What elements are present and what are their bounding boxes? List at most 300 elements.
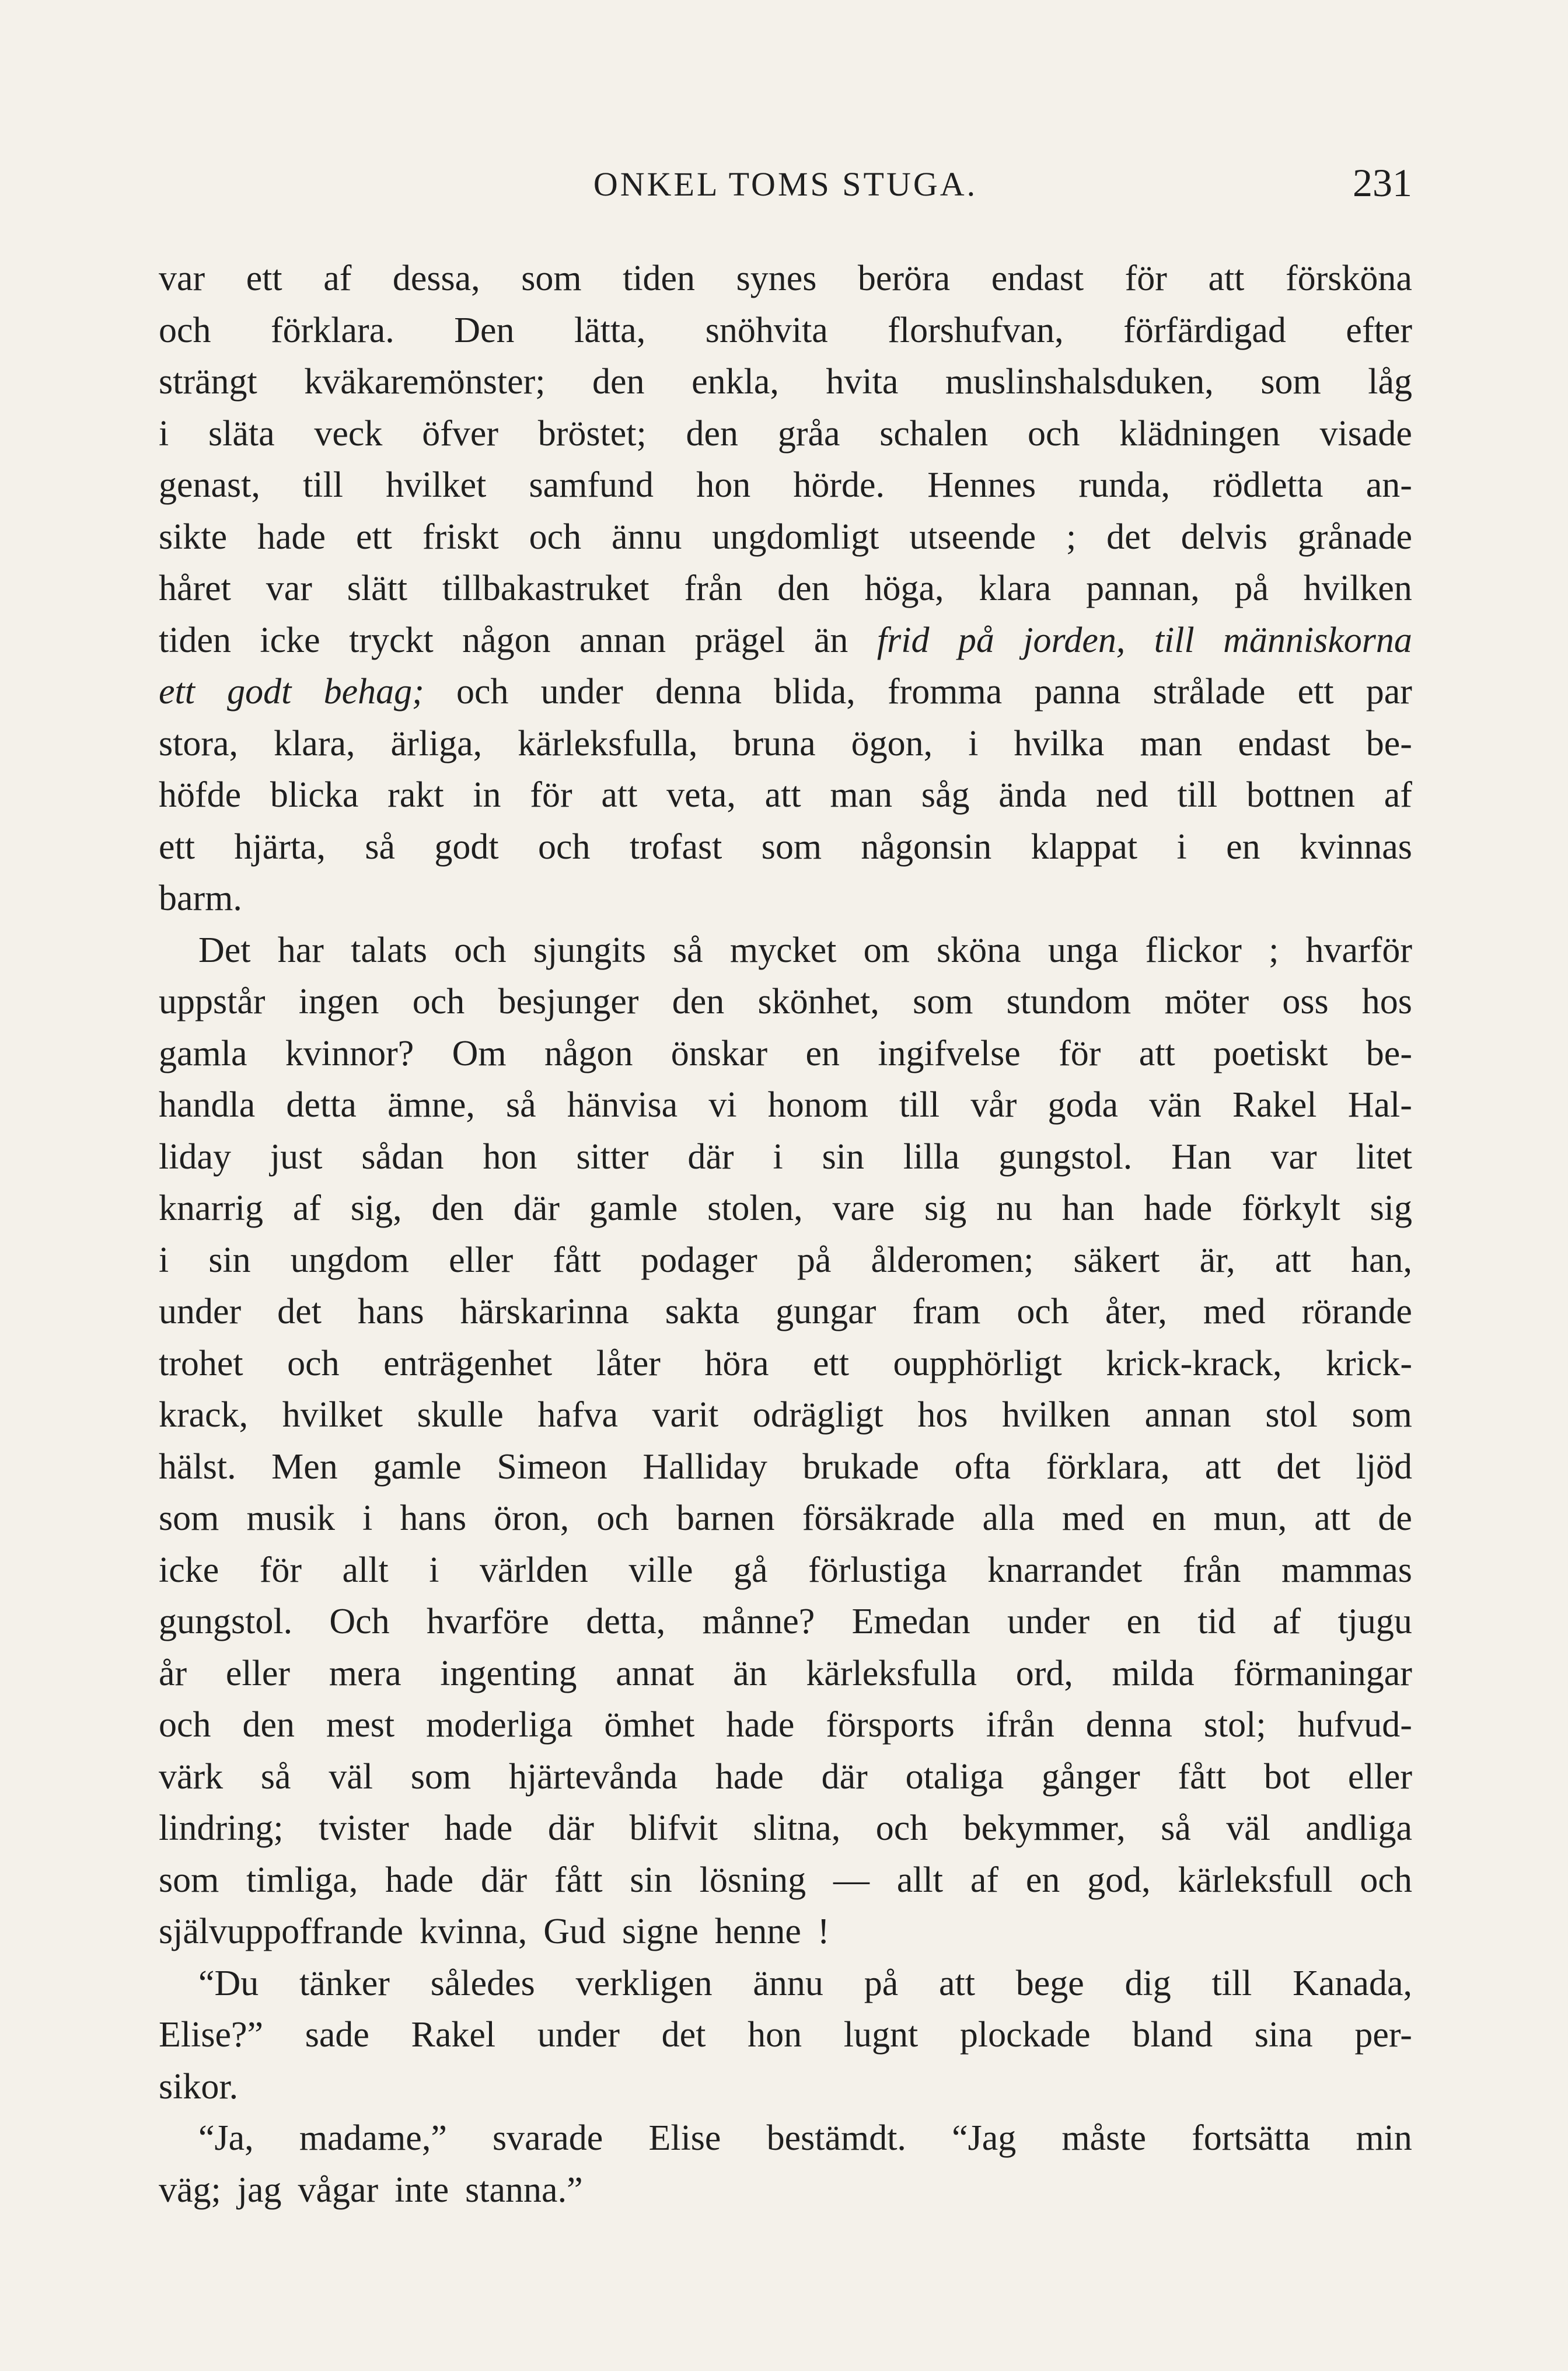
word: gungstol.	[159, 1602, 293, 1641]
text-line	[159, 1596, 1412, 1648]
word: det	[1276, 1446, 1321, 1487]
word: synes	[736, 259, 817, 298]
word: gamle	[373, 1446, 462, 1487]
word: en	[1025, 1860, 1060, 1900]
word: hade	[715, 1756, 784, 1797]
word: ville	[628, 1550, 693, 1590]
word: bot	[1263, 1756, 1311, 1797]
word: dessa,	[392, 259, 480, 298]
word: hos	[1361, 982, 1412, 1021]
word: Simeon	[497, 1446, 607, 1487]
word: hade	[1144, 1188, 1213, 1228]
word: försäkrade	[802, 1498, 955, 1538]
text-line	[159, 1183, 1412, 1235]
word: ned	[1096, 775, 1148, 815]
word: sin	[822, 1136, 864, 1177]
text-line	[159, 718, 1412, 770]
word: tiden	[623, 259, 696, 298]
word: således	[430, 1963, 535, 2003]
word: denna	[655, 672, 742, 712]
word: hälst.	[159, 1446, 236, 1487]
word: måste	[1061, 2118, 1147, 2158]
word: in	[473, 775, 501, 815]
word: lugnt	[843, 2015, 919, 2055]
word: till	[1154, 620, 1195, 660]
word: och	[412, 982, 465, 1021]
paragraph	[159, 925, 1412, 1958]
word: den	[431, 1188, 484, 1228]
text-line	[159, 1906, 1412, 1958]
word: på	[797, 1240, 832, 1280]
word: just	[270, 1136, 323, 1177]
text-line	[159, 1958, 1412, 2010]
word: gungstol.	[998, 1136, 1133, 1177]
word: såg	[921, 775, 970, 815]
word: än	[733, 1653, 767, 1693]
word: ett	[159, 672, 195, 712]
word: be-	[1366, 1033, 1412, 1073]
word: hjärtevånda	[508, 1756, 678, 1797]
word: värk	[159, 1756, 223, 1797]
word: låter	[596, 1343, 661, 1383]
word: hvilken	[1303, 569, 1412, 608]
word: eller	[449, 1240, 514, 1280]
word: och	[159, 310, 211, 350]
word: fromma	[887, 672, 1003, 712]
word: förklara,	[1046, 1446, 1170, 1487]
word: alla	[982, 1498, 1035, 1538]
word: musik	[246, 1498, 336, 1538]
word: hade	[726, 1705, 795, 1745]
text-line	[159, 1493, 1412, 1544]
word: sig	[1370, 1188, 1412, 1228]
word: ungdom	[290, 1240, 410, 1280]
word: han,	[1350, 1240, 1412, 1280]
word: med	[1203, 1292, 1266, 1331]
word: gånger	[1042, 1756, 1140, 1797]
word: allt	[896, 1860, 944, 1900]
word: genast,	[159, 465, 260, 505]
word: friskt	[422, 517, 499, 557]
word: florshufvan,	[888, 310, 1064, 350]
word: till	[1177, 775, 1218, 815]
word: där	[821, 1756, 868, 1797]
word: eller	[225, 1653, 290, 1693]
text-line	[159, 2164, 1412, 2216]
word: skulle	[417, 1395, 504, 1435]
word: där	[687, 1136, 734, 1177]
word: höfde	[159, 775, 242, 815]
word: be-	[1366, 723, 1412, 763]
text-line	[159, 2112, 1412, 2164]
paragraph	[159, 253, 1412, 925]
word: världen	[479, 1550, 588, 1590]
word: lindring;	[159, 1808, 284, 1848]
word: om	[863, 930, 910, 970]
word: år	[159, 1653, 187, 1693]
word: en	[805, 1033, 840, 1073]
word: sköna	[937, 930, 1021, 970]
word: öron,	[494, 1498, 570, 1538]
word: att	[1274, 1240, 1311, 1280]
word: an-	[1366, 465, 1412, 505]
word: kärleksfulla	[806, 1653, 977, 1693]
word: grånade	[1297, 517, 1412, 557]
word: mest	[326, 1705, 395, 1745]
word: blida,	[774, 672, 855, 712]
word: mera	[329, 1653, 401, 1693]
word: kvinnor?	[285, 1033, 414, 1073]
word: af	[970, 1860, 998, 1900]
word: lätta,	[574, 310, 646, 350]
word: ända	[998, 775, 1067, 815]
word: ögon,	[851, 723, 933, 763]
word: !	[817, 1912, 830, 1951]
word: är,	[1199, 1240, 1235, 1280]
word: ifrån	[986, 1705, 1054, 1745]
word: god,	[1087, 1860, 1151, 1900]
word: den	[592, 362, 645, 402]
word: sådan	[361, 1136, 444, 1177]
word: “Du	[198, 1963, 259, 2003]
word: delvis	[1181, 517, 1267, 557]
word: gungar	[776, 1292, 876, 1331]
word: höga,	[864, 569, 944, 608]
word: sitter	[576, 1136, 649, 1177]
word: hjärta,	[234, 827, 326, 867]
text-line	[159, 1544, 1412, 1596]
word: under	[537, 2015, 620, 2055]
word: hufvud-	[1297, 1705, 1412, 1745]
word: möter	[1164, 982, 1249, 1021]
word: fått	[553, 1240, 601, 1280]
word: Rakel	[411, 2015, 496, 2055]
word: talats	[351, 930, 427, 970]
word: den	[242, 1705, 295, 1745]
word: sig,	[350, 1188, 402, 1228]
word: detta,	[586, 1602, 666, 1641]
word: Halliday	[642, 1446, 767, 1487]
word: att	[764, 775, 801, 815]
word: ingenting	[440, 1653, 577, 1693]
word: under	[1007, 1602, 1090, 1641]
word: kväkaremönster;	[304, 362, 546, 402]
word: på	[864, 1963, 899, 2003]
word: i	[159, 1240, 169, 1280]
word: var	[266, 569, 312, 608]
word: trohet	[159, 1343, 243, 1383]
text-line	[159, 1389, 1412, 1441]
word: fortsätta	[1192, 2118, 1311, 2158]
word: hon	[483, 1136, 537, 1177]
word: Det	[198, 930, 251, 970]
word: annan	[1144, 1395, 1231, 1435]
word: tid	[1197, 1602, 1236, 1641]
word: och	[529, 517, 582, 557]
word: och	[875, 1808, 928, 1848]
word: i	[968, 723, 979, 763]
text-line	[159, 1338, 1412, 1390]
word: vågar	[298, 2170, 379, 2210]
word: ingen	[298, 982, 379, 1021]
word: tvister	[318, 1808, 409, 1848]
text-line	[159, 1286, 1412, 1338]
running-head	[159, 153, 1412, 211]
text-line	[159, 1131, 1412, 1183]
word: unga	[1047, 930, 1119, 970]
word: enträgenhet	[383, 1343, 553, 1383]
word: ingifvelse	[878, 1033, 1021, 1073]
text-line	[159, 253, 1412, 305]
word: visade	[1319, 413, 1412, 454]
paragraph	[159, 1958, 1412, 2113]
word: ett	[812, 1343, 849, 1383]
word: klara,	[274, 723, 355, 763]
word: den	[777, 569, 830, 608]
word: strålade	[1153, 672, 1266, 712]
word: par	[1366, 672, 1412, 712]
word: som	[1260, 362, 1321, 402]
word: samfund	[529, 465, 654, 505]
word: denna	[1085, 1705, 1172, 1745]
word: tillbakastruket	[442, 569, 649, 608]
word: för	[1125, 259, 1167, 298]
word: kärleksfull	[1178, 1860, 1333, 1900]
word: väl	[1226, 1808, 1271, 1848]
word: Emedan	[851, 1602, 970, 1641]
word: ;	[1066, 517, 1077, 557]
word: sakta	[665, 1292, 740, 1331]
word: strängt	[159, 362, 257, 402]
word: självuppoffrande	[159, 1912, 403, 1951]
word: ömhet	[604, 1705, 695, 1745]
word: af	[292, 1188, 322, 1228]
word: odrägligt	[752, 1395, 883, 1435]
word: bestämdt.	[766, 2118, 906, 2158]
word: hvarföre	[426, 1602, 549, 1641]
word: ett	[355, 517, 392, 557]
word: att	[938, 1963, 975, 2003]
word: han	[1061, 1188, 1115, 1228]
word: liday	[159, 1136, 231, 1177]
word: fått	[554, 1860, 603, 1900]
word: hos	[917, 1395, 968, 1435]
word: min	[1356, 2118, 1412, 2158]
word: sjungits	[533, 930, 646, 970]
word: under	[540, 672, 623, 712]
word: i	[429, 1550, 439, 1590]
word: ;	[1269, 930, 1279, 970]
word: som	[521, 259, 582, 298]
word: poetiskt	[1213, 1033, 1328, 1073]
word: från	[1182, 1550, 1241, 1590]
word: härskarinna	[460, 1292, 629, 1331]
word: bland	[1132, 2015, 1213, 2055]
word: det	[1106, 517, 1151, 557]
word: hvilken	[1002, 1395, 1111, 1435]
word: och	[1360, 1860, 1412, 1900]
word: förklara.	[271, 310, 394, 350]
text-line	[159, 563, 1412, 615]
word: förlustiga	[808, 1550, 947, 1590]
word: i	[1176, 827, 1187, 867]
word: fått	[1178, 1756, 1227, 1797]
word: hans	[357, 1292, 424, 1331]
word: där	[547, 1808, 595, 1848]
text-line	[159, 769, 1412, 821]
word: krick-	[1325, 1343, 1412, 1383]
text-line	[159, 2061, 1412, 2113]
word: sina	[1254, 2015, 1313, 2055]
word: bruna	[733, 723, 816, 763]
word: förkylt	[1242, 1188, 1340, 1228]
word: den	[672, 982, 725, 1021]
word: ålderomen;	[871, 1240, 1034, 1280]
word: behag;	[323, 672, 424, 712]
word: kvinnas	[1300, 827, 1412, 867]
word: hvilka	[1014, 723, 1105, 763]
text-line	[159, 1648, 1412, 1700]
word: människorna	[1223, 620, 1412, 660]
word: hade	[385, 1860, 454, 1900]
word: lösning	[699, 1860, 806, 1900]
word: har	[277, 930, 324, 970]
text-line	[159, 511, 1412, 563]
word: litet	[1356, 1136, 1412, 1177]
word: veck	[314, 413, 383, 454]
word: veta,	[666, 775, 736, 815]
word: sin	[630, 1860, 672, 1900]
word: hvilket	[386, 465, 487, 505]
word: uppstår	[159, 982, 266, 1021]
word: stol	[1265, 1395, 1318, 1435]
word: oss	[1282, 982, 1329, 1021]
running-title: ONKEL TOMS STUGA.	[593, 165, 978, 203]
text-line	[159, 1028, 1412, 1080]
word: fram	[912, 1292, 981, 1331]
text-line	[159, 356, 1412, 408]
word: knarrandet	[987, 1550, 1143, 1590]
word: och	[538, 827, 591, 867]
word: Men	[271, 1446, 338, 1487]
word: som	[913, 982, 973, 1021]
word: hafva	[537, 1395, 619, 1435]
word: en	[1151, 1498, 1186, 1538]
word: hon	[748, 2015, 802, 2055]
word: som	[761, 827, 822, 867]
word: “Ja,	[198, 2118, 254, 2158]
word: panna	[1034, 672, 1121, 712]
word: knarrig	[159, 1188, 264, 1228]
word: Han	[1171, 1136, 1232, 1177]
word: icke	[260, 620, 320, 660]
word: godt	[434, 827, 499, 867]
word: vän	[1149, 1085, 1202, 1125]
word: varit	[652, 1395, 719, 1435]
word: beröra	[857, 259, 951, 298]
word: Om	[452, 1033, 507, 1073]
text-line	[159, 1079, 1412, 1131]
word: släta	[208, 413, 275, 454]
word: det	[277, 1292, 322, 1331]
word: tiden	[159, 620, 231, 660]
word: Kanada,	[1293, 1963, 1412, 2003]
word: gå	[734, 1550, 768, 1590]
word: vi	[708, 1085, 737, 1125]
word: skönhet,	[757, 982, 879, 1021]
word: bekymmer,	[963, 1808, 1126, 1848]
word: nu	[996, 1188, 1033, 1228]
text-line	[159, 408, 1412, 460]
word: som	[159, 1860, 219, 1900]
word: runda,	[1078, 465, 1171, 505]
word: gamla	[159, 1033, 247, 1073]
word: höra	[704, 1343, 769, 1383]
text-line	[159, 2009, 1412, 2061]
word: klappat	[1031, 827, 1138, 867]
word: honom	[767, 1085, 868, 1125]
word: goda	[1047, 1085, 1119, 1125]
word: dig	[1125, 1963, 1171, 2003]
word: till	[303, 465, 343, 505]
word: annat	[616, 1653, 694, 1693]
paragraph	[159, 2112, 1412, 2216]
word: säkert	[1073, 1240, 1160, 1280]
word: af	[323, 259, 352, 298]
word: endast	[991, 259, 1084, 298]
word: under	[159, 1292, 242, 1331]
text-line	[159, 873, 1412, 925]
word: att	[1208, 259, 1245, 298]
word: plockade	[959, 2015, 1091, 2055]
word: allt	[342, 1550, 389, 1590]
word: annan	[579, 620, 666, 660]
word: hörde.	[793, 465, 885, 505]
word: tjugu	[1337, 1602, 1412, 1641]
word: hvarför	[1305, 930, 1412, 970]
word: och	[1027, 413, 1080, 454]
word: ofta	[954, 1446, 1011, 1487]
word: öfver	[422, 413, 499, 454]
word: sikte	[159, 517, 228, 557]
word: sade	[305, 2015, 369, 2055]
word: andliga	[1305, 1808, 1412, 1848]
word: försports	[826, 1705, 955, 1745]
word: någon	[544, 1033, 633, 1073]
word: hans	[400, 1498, 467, 1538]
text-line	[159, 1854, 1412, 1906]
word: muslinshalsduken,	[945, 362, 1214, 402]
word: mycket	[729, 930, 837, 970]
word: utseende	[909, 517, 1036, 557]
word: håret	[159, 569, 231, 608]
word: för	[530, 775, 572, 815]
word: Den	[454, 310, 515, 350]
word: på	[1234, 569, 1269, 608]
word: som	[410, 1756, 472, 1797]
word: låg	[1368, 362, 1412, 402]
text-line	[159, 1235, 1412, 1286]
word: och	[454, 930, 507, 970]
word: var	[1270, 1136, 1317, 1177]
word: rödletta	[1213, 465, 1323, 505]
word: förmaningar	[1233, 1653, 1412, 1693]
word: krack,	[159, 1395, 249, 1435]
word: bege	[1015, 1963, 1084, 2003]
word: barnen	[676, 1498, 775, 1538]
word: blifvit	[629, 1808, 718, 1848]
word: moderliga	[426, 1705, 573, 1745]
